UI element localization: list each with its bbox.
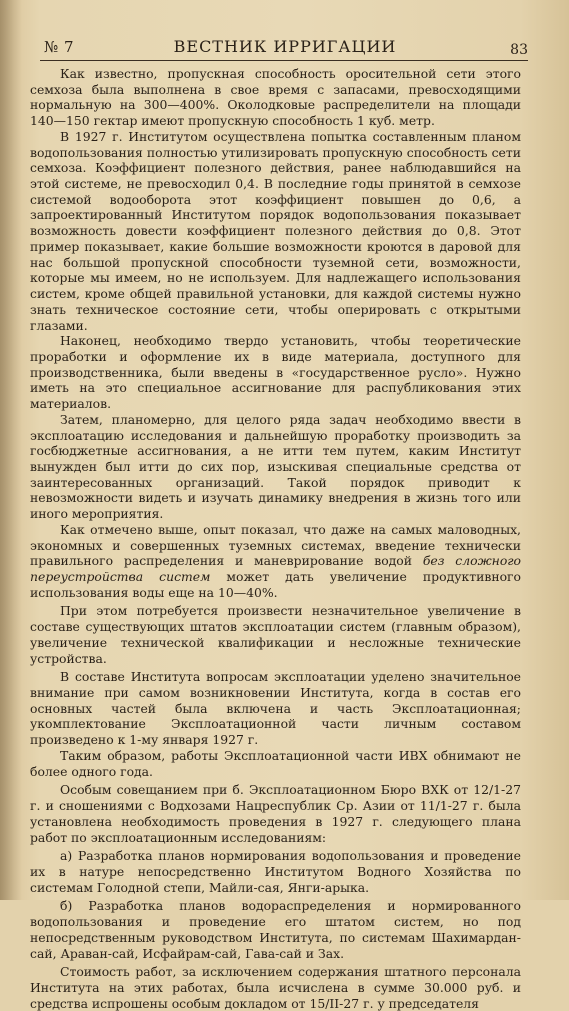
issue-number: № 7	[44, 38, 75, 56]
paragraph: В составе Института вопросам эксплоатации уделено значительное внимание при самом возникновении Института, когда в состав его основных частей была включена и часть Эксплоатационная; укомплектование Эксплоатационной части личным составом произведено к 1-му января 1927 г.	[30, 669, 521, 748]
paragraph: При этом потребуется произвести незначительное увеличение в составе существующих штатов эксплоатации систем (главным образом), увеличение технической квалификации и несложные технические устройства.	[30, 603, 521, 666]
paragraph: В 1927 г. Институтом осуществлена попытка составленным планом водопользования полностью утилизировать пропускную способность сети семхоза. Коэффициент полезного действия, ранее наблюдавшийся на этой системе, не превосходил 0,4. В последние годы принятой в семхозе системой водооборота этот коэффициент повышен до 0,6, а запроектированный Институтом порядок водопользования показывает возможность довести коэффициент полезного действия до 0,8. Этот пример показывает, какие большие возможности кроются в даровой для нас большой пропускной способности туземной сети, возможности, которые мы имеем, но не используем. Для надлежащего использования систем, кроме общей правильной установки, для каждой системы нужно знать техническое состояние сети, чтобы оперировать с открытыми глазами.	[30, 128, 521, 333]
page-number: 83	[510, 42, 528, 58]
paragraph-text: может дать увеличение продуктивного использования воды еще на 10—40%.	[30, 569, 521, 600]
paragraph-text: Как отмечено выше, опыт показал, что даже на самых маловодных, экономных и совершенных туземных системах, введение технически правильного распределения и маневрирование водой	[30, 521, 521, 569]
list-item: б) Разработка планов водораспределения и нормированного водопользования и проведение его штатом систем, но под непосредственным руководством Института, по системам Шахимардан-сай, Араван-сай, Исфайрам-сай, Гава-сай и Зах.	[30, 898, 521, 961]
article-body	[30, 66, 521, 1011]
emphasized-phrase: без сложного переустройства систем	[30, 553, 522, 584]
paragraph: Особым совещанием при б. Эксплоатационном Бюро ВХК от 12/1-27 г. и сношениями с Водхозами Нацреспублик Ср. Азии от 11/1-27 г. была установлена необходимость проведения в 1927 г. следующего плана работ по эксплоатационным исследованиям:	[30, 782, 521, 845]
journal-title: ВЕСТНИК ИРРИГАЦИИ	[173, 37, 397, 56]
paragraph: Затем, планомерно, для целого ряда задач необходимо ввести в эксплоатацию исследования и дальнейшую проработку производить за госбюджетные ассигнования, а не итти тем путем, каким Институт вынужден был итти до сих пор, изыскивая специальные средства от заинтересованных организаций. Такой порядок приводит к невозможности видеть и изучать динамику внедрения в жизнь того или иного мероприятия.	[30, 411, 521, 522]
running-header	[40, 34, 530, 60]
paragraph: Таким образом, работы Эксплоатационной части ИВХ обнимают не более одного года.	[30, 747, 521, 779]
paragraph: Как известно, пропускная способность оросительной сети этого семхоза была выполнена в свое время с запасами, превосходящими нормальную на 300—400%. Околодковые распределители на площади 140—150 гектар имеют пропускную способность 1 куб. метр.	[30, 66, 521, 129]
binding-shadow	[0, 0, 22, 900]
paragraph: Наконец, необходимо твердо установить, чтобы теоретические проработки и оформление их в виде материала, доступного для производственника, были введены в «государственное русло». Нужно иметь на это специальное ассигнование для распубликования этих материалов.	[30, 333, 521, 412]
paragraph: Стоимость работ, за исключением содержания штатного персонала Института на этих работах, была исчислена в сумме 30.000 руб. и средства испрошены особым докладом от 15/II-27 г. у председателя	[30, 964, 521, 1011]
list-item: а) Разработка планов нормирования водопользования и проведение их в натуре непосредственно Институтом Водного Хозяйства по системам Голодной степи, Майли-сая, Янги-арыка.	[30, 848, 521, 895]
header-rule	[40, 60, 528, 61]
paragraph	[30, 522, 521, 601]
